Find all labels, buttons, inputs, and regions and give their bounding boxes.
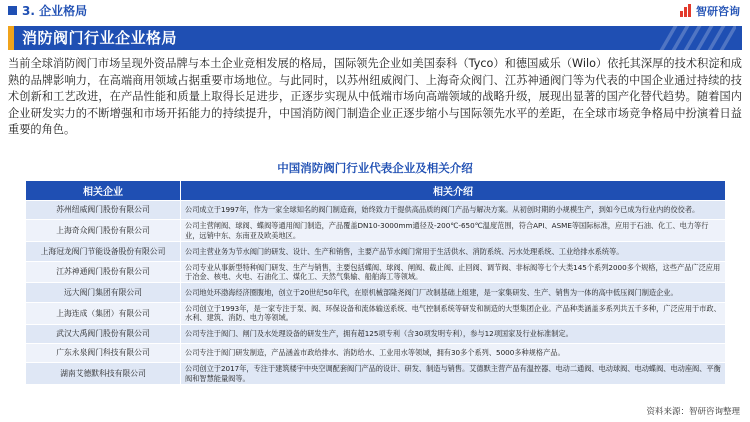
section-title: 3. 企业格局 <box>22 4 88 18</box>
banner-stripes-decoration <box>656 26 736 50</box>
company-cell: 上海奇众阀门股份有限公司 <box>26 220 181 242</box>
table-row <box>26 242 726 261</box>
table-row <box>26 363 726 385</box>
company-cell: 武汉大禹阀门股份有限公司 <box>26 324 181 343</box>
company-cell: 上海冠龙阀门节能设备股份有限公司 <box>26 242 181 261</box>
description-cell: 公司主营闸阀、球阀、蝶阀等通用阀门制造，产品覆盖DN10-3000mm通径及-200℃-650℃温度范围，符合API、ASME等国际标准，应用于石油、化工、电力等行业，远销中东、东南亚及欧美地区。 <box>181 220 726 242</box>
intro-paragraph: 当前全球消防阀门市场呈现外资品牌与本土企业竞相发展的格局，国际领先企业如美国泰科（Tyco）和德国威乐（Wilo）依托其深厚的技术积淀和成熟的品牌影响力，在高端商用领域占据重要市场地位。与此同时，以苏州纽威阀门、上海奇众阀门、江苏神通阀门等为代表的中国企业通过持续的技术创新和工艺改进，在产品性能和质量上取得长足进步，正逐步实现从中低端市场向高端领域的战略升级，展现出显著的国产化替代趋势。随着国内企业研发实力的不断增强和市场开拓能力的持续提升，中国消防阀门制造企业正逐步缩小与国际领先水平的差距，在全球市场竞争格局中扮演着日益重要的角色。 <box>8 57 742 137</box>
table-title: 中国消防阀门行业代表企业及相关介绍 <box>277 161 473 175</box>
banner-accent <box>8 26 14 50</box>
table-row <box>26 261 726 283</box>
description-cell: 公司创立于1993年，是一家专注于泵、阀、环保设备和流体输送系统、电气控制系统等研发和制造的大型集团企业。产品种类涵盖多系列共五千多种，广泛应用于市政、水利、建筑、消防、电力等领域。 <box>181 302 726 324</box>
company-cell: 上海连成（集团）有限公司 <box>26 302 181 324</box>
description-cell: 公司主营业务为节水阀门的研发、设计、生产和销售，主要产品节水阀门常用于生活供水、消防系统、污水处理系统、工业给排水系统等。 <box>181 242 726 261</box>
brand-name: 智研咨询 <box>696 5 740 18</box>
table-row <box>26 302 726 324</box>
company-cell: 苏州纽威阀门股份有限公司 <box>26 201 181 220</box>
column-header-description: 相关介绍 <box>181 181 726 201</box>
description-cell: 公司专业从事新型特种阀门研发、生产与销售，主要包括蝶阀、球阀、闸阀、截止阀、止回阀、调节阀、非标阀等七个大类145个系列2000多个规格，这些产品广泛应用于冶金、核电、火电、石油化工、煤化工、天然气集输、船舶海工等领域。 <box>181 261 726 283</box>
description-cell: 公司专注于阀门研发制造，产品涵盖市政给排水、消防给水、工业用水等领域，拥有30多个系列、5000多种规格产品。 <box>181 344 726 363</box>
section-marker-icon <box>8 6 17 15</box>
title-banner <box>8 26 742 50</box>
page-title: 消防阀门行业企业格局 <box>22 29 178 47</box>
source-note: 资料来源：智研咨询整理 <box>646 407 740 417</box>
description-cell: 公司创立于2017年，专注于建筑楼宇中央空调配套阀门产品的设计、研发、制造与销售。艾德默主营产品有温控器、电动二通阀、电动球阀、电动蝶阀、电动座阀、平衡阀和智慧能量阀等。 <box>181 363 726 385</box>
description-cell: 公司地处环渤海经济圈腹地，创立于20世纪50年代，在原机械部隆尧阀门厂改制基础上组建，是一家集研发、生产、销售为一体的高中低压阀门制造企业。 <box>181 283 726 302</box>
company-cell: 广东永泉阀门科技有限公司 <box>26 344 181 363</box>
company-cell: 远大阀门集团有限公司 <box>26 283 181 302</box>
brand-logo[interactable] <box>679 3 740 19</box>
company-cell: 湖南艾德默科技有限公司 <box>26 363 181 385</box>
table-row <box>26 201 726 220</box>
top-bar <box>0 0 750 22</box>
table-header-row <box>26 181 726 201</box>
company-cell: 江苏神通阀门股份有限公司 <box>26 261 181 283</box>
table-row <box>26 220 726 242</box>
table-row <box>26 324 726 343</box>
bar-chart-logo-icon <box>679 4 693 18</box>
description-cell: 公司成立于1997年，作为一家全球知名的阀门制造商，始终致力于提供高品质的阀门产品与解决方案。从初创时期的小规模生产，到如今已成为行业内的佼佼者。 <box>181 201 726 220</box>
table-row <box>26 283 726 302</box>
column-header-company: 相关企业 <box>26 181 181 201</box>
table-row <box>26 344 726 363</box>
description-cell: 公司专注于阀门、闸门及水处理设备的研发生产，拥有超125项专利（含30项发明专利），参与12项国家及行业标准制定。 <box>181 324 726 343</box>
enterprise-table <box>25 180 726 385</box>
